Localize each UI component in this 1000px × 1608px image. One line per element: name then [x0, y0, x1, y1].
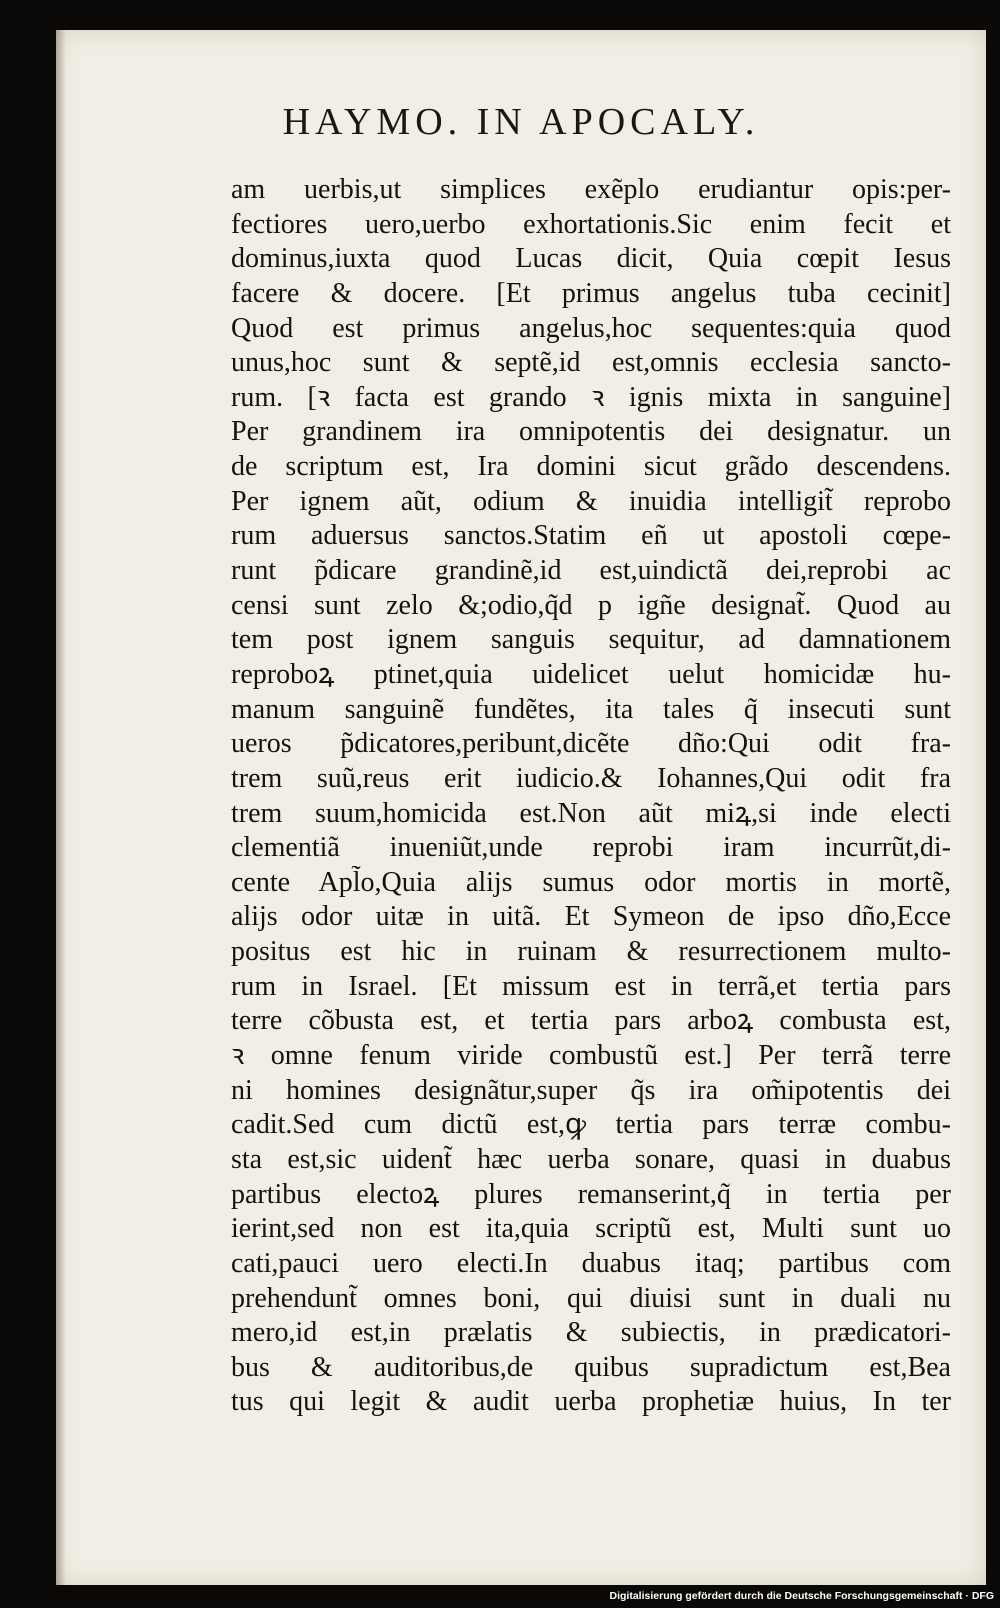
text-line: cadit.Sed cum dictũ est,ꝙ tertia pars terræ combu- [231, 1109, 951, 1141]
text-line: ꝛ omne fenum viride combustũ est.] Per terrã terre [231, 1040, 951, 1072]
text-line: runt p̃dicare grandinẽ,id est,uindictã dei,reprobi ac [231, 555, 951, 587]
text-line: dominus,iuxta quod Lucas dicit, Quia cœpit Iesus [231, 243, 951, 275]
text-line: clementiã inueniũt,unde reprobi iram incurrũt,di- [231, 832, 951, 864]
text-line: am uerbis,ut simplices exẽplo erudiantur opis:per- [231, 174, 951, 205]
text-line: partibus electoꝝ plures remanserint,q̃ in tertia per [231, 1178, 951, 1210]
running-header: HAYMO. IN APOCALY. [282, 101, 760, 143]
text-line: positus est hic in ruinam & resurrectionem multo- [231, 936, 951, 968]
text-line: fectiores uero,uerbo exhortationis.Sic enim fecit et [231, 208, 951, 240]
text-line: tem post ignem sanguis sequitur, ad damnationem [231, 624, 951, 656]
text-line: ueros p̃dicatores,peribunt,dicẽte dño:Qui odit fra- [231, 728, 951, 760]
text-line: de scriptum est, Ira domini sicut grãdo descendens. [231, 451, 951, 483]
text-line: manum sanguinẽ fundẽtes, ita tales q̃ insecuti sunt [231, 693, 951, 725]
body-text [231, 173, 951, 1420]
text-line: terre cõbusta est, et tertia pars arboꝝ combusta est, [231, 1005, 951, 1037]
text-line: mero,id est,in prælatis & subiectis, in prædicatori- [231, 1317, 951, 1349]
page-spine-shadow [56, 30, 66, 1585]
text-line: trem suum,homicida est.Non aũt miꝝ,si inde electi [231, 797, 951, 829]
text-line: Per grandinem ira omnipotentis dei designatur. un [231, 416, 951, 448]
text-line: cati,pauci uero electi.In duabus itaq; partibus com [231, 1247, 951, 1279]
text-line: bus & auditoribus,de quibus supradictum est,Bea [231, 1351, 951, 1383]
book-page [56, 30, 986, 1585]
text-line: Per ignem aũt, odium & inuidia intelligit̃ reprobo [231, 485, 951, 517]
text-line: cente Apl̃o,Quia alijs sumus odor mortis in mortẽ, [231, 866, 951, 898]
text-line: unus,hoc sunt & septẽ,id est,omnis ecclesia sancto- [231, 347, 951, 379]
text-line: alijs odor uitæ in uitã. Et Symeon de ipso dño,Ecce [231, 901, 951, 933]
text-line: reproboꝝ ptinet,quia uidelicet uelut homicidæ hu- [231, 658, 951, 690]
text-line: Quod est primus angelus,hoc sequentes:quia quod [231, 312, 951, 344]
text-line: rum. [ꝛ facta est grando ꝛ ignis mixta in sanguine] [231, 381, 951, 413]
text-line: rum aduersus sanctos.Statim eñ ut apostoli cœpe- [231, 520, 951, 552]
text-line: ni homines designãtur,super q̃s ira om̃ipotentis dei [231, 1074, 951, 1106]
text-line: facere & docere. [Et primus angelus tuba cecinit] [231, 277, 951, 309]
text-line: trem suũ,reus erit iudicio.& Iohannes,Qui odit fra [231, 762, 951, 794]
text-line: ierint,sed non est ita,quia scriptũ est, Multi sunt uo [231, 1213, 951, 1245]
text-line: censi sunt zelo &;odio,q̃d p igñe designat̃. Quod au [231, 589, 951, 621]
text-line: prehendunt̃ omnes boni, qui diuisi sunt in duali nu [231, 1282, 951, 1314]
digitization-credit: Digitalisierung gefördert durch die Deutsche Forschungsgemeinschaft · DFG [609, 1590, 994, 1602]
text-line: tus qui legit & audit uerba prophetiæ huius, In ter [231, 1386, 951, 1418]
text-line: sta est,sic uident̃ hæc uerba sonare, quasi in duabus [231, 1143, 951, 1175]
text-line: rum in Israel. [Et missum est in terrã,et tertia pars [231, 970, 951, 1002]
